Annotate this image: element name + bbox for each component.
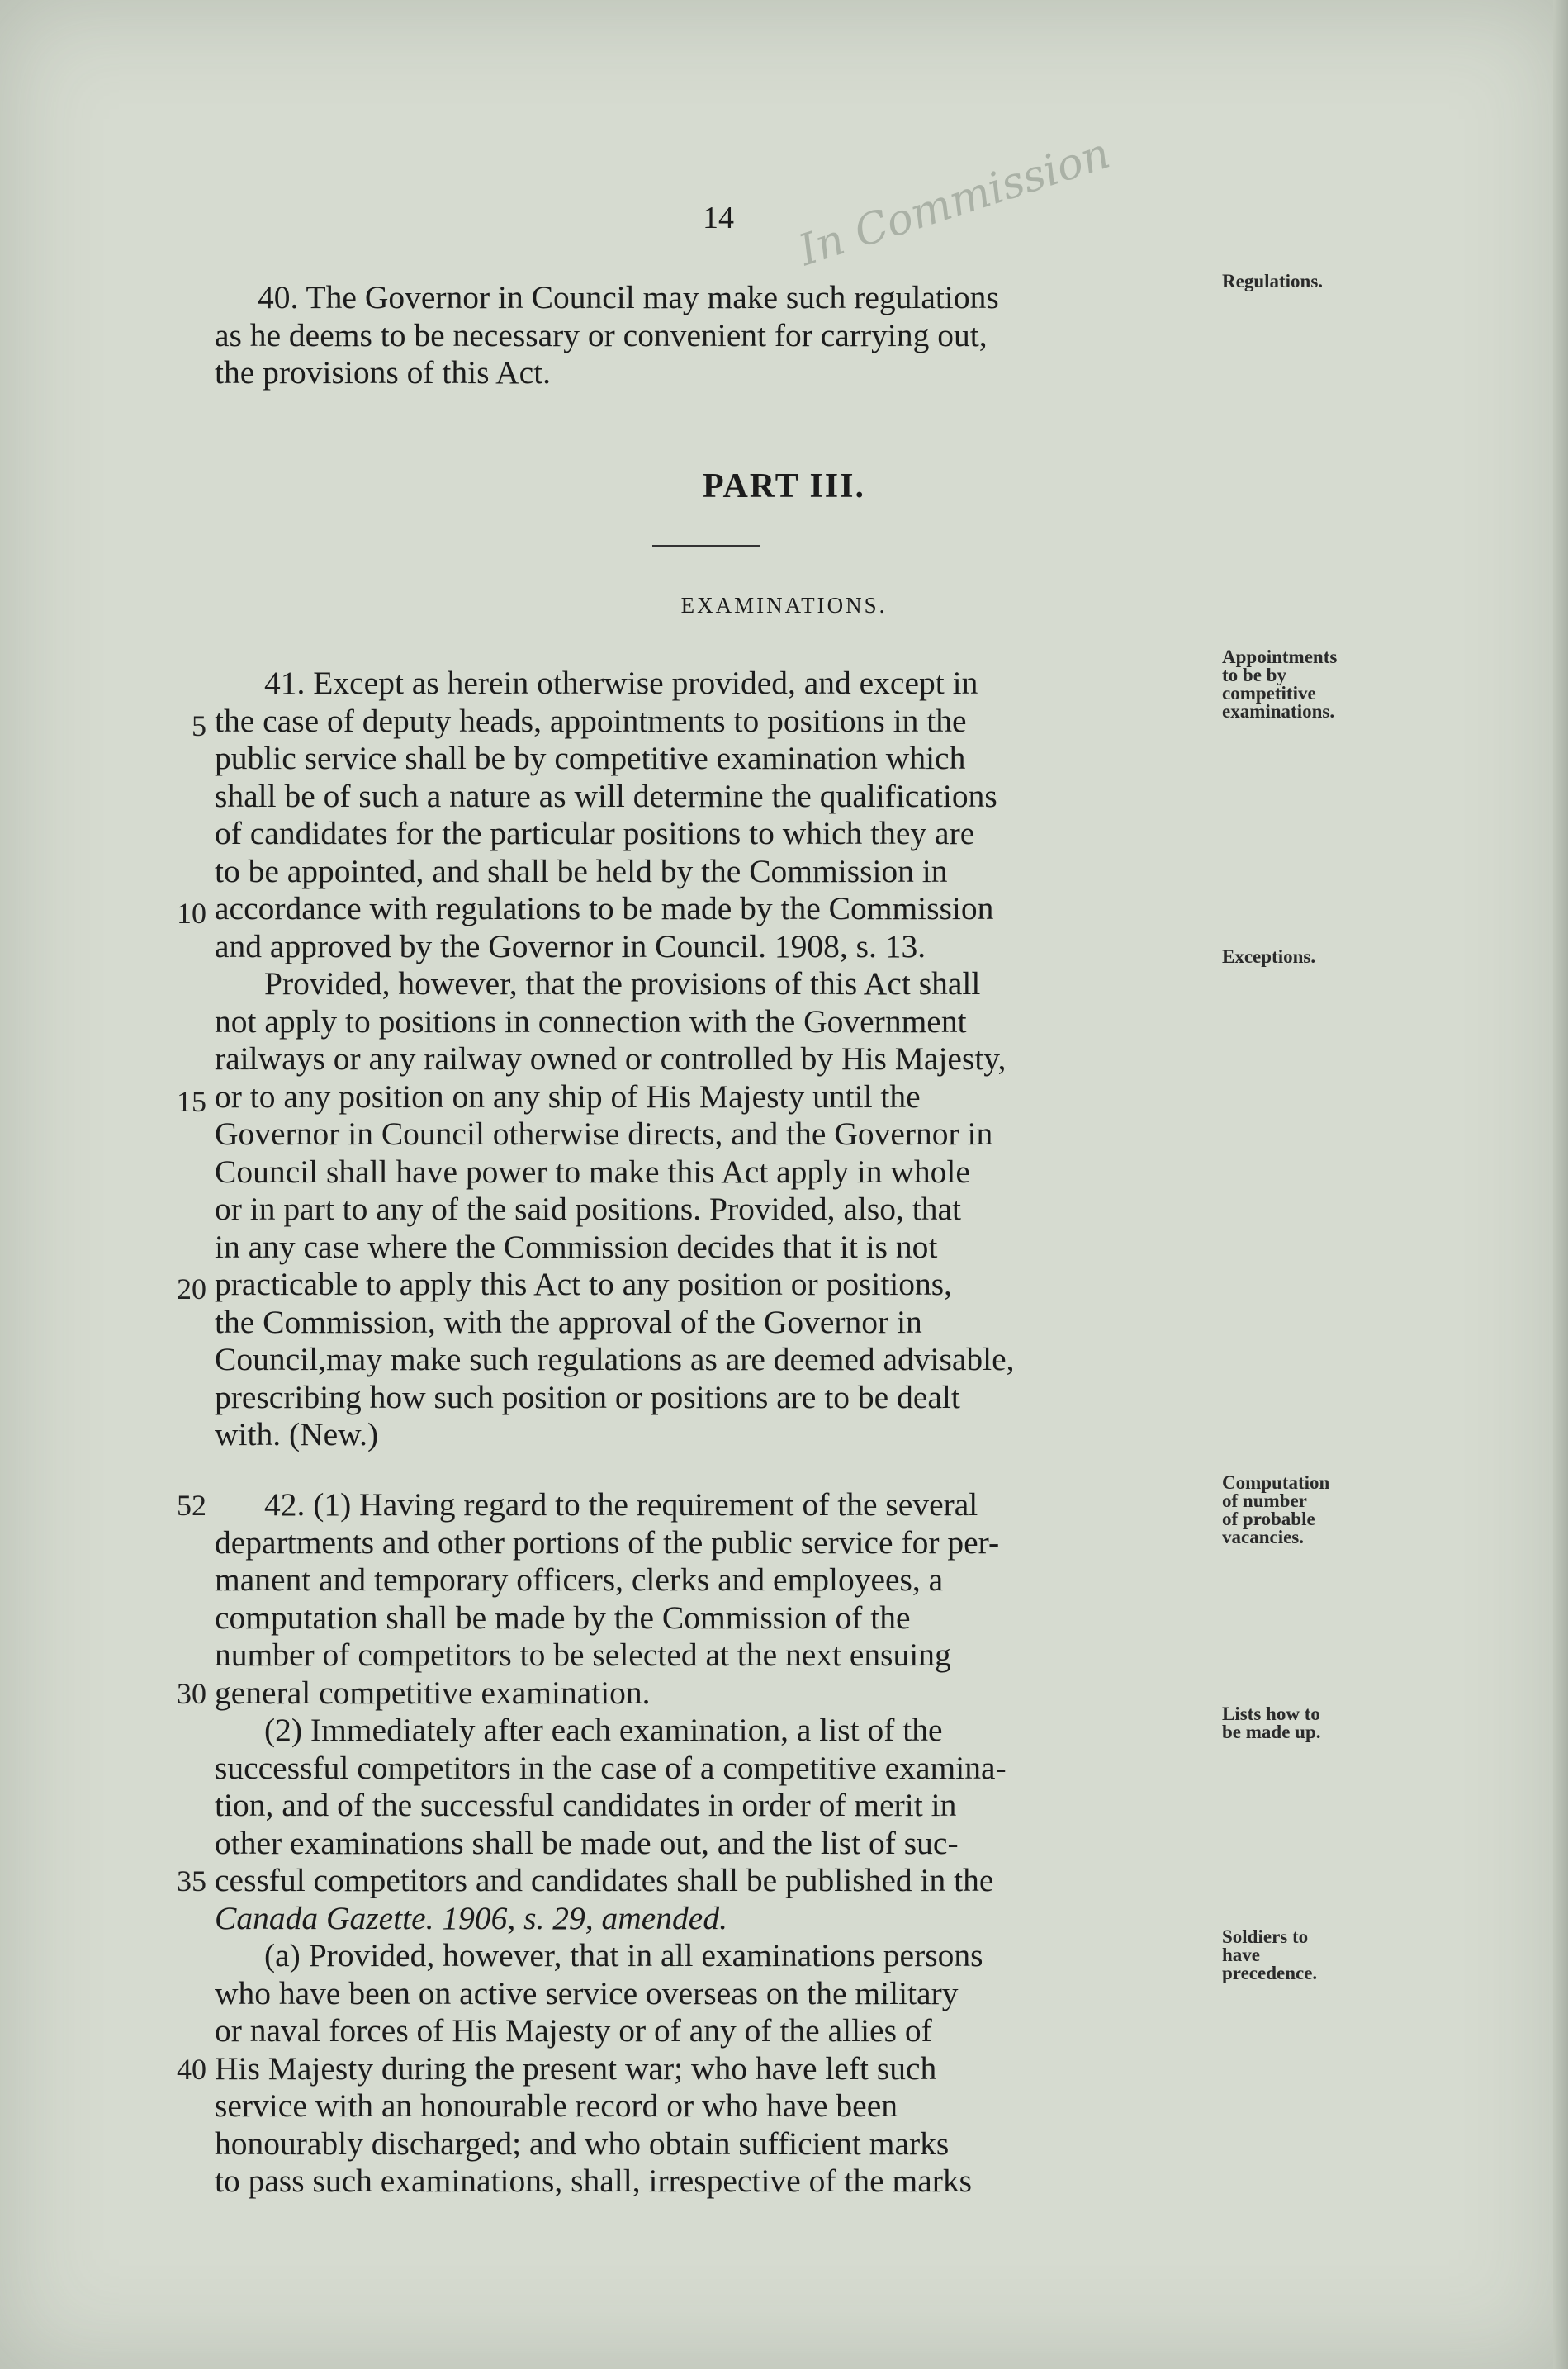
section-41-line: of candidates for the particular positions to which they are (215, 815, 975, 851)
section-40-line: 40. The Governor in Council may make such regulations (258, 279, 999, 315)
margin-note-exceptions: Exceptions. (1222, 946, 1316, 967)
section-41-line: shall be of such a nature as will determine the qualifications (215, 777, 997, 814)
page-edge-shadow (1553, 0, 1568, 2369)
section-42-line: 42. (1) Having regard to the requirement of the several (264, 1486, 978, 1523)
section-41-line: Council shall have power to make this Act apply in whole (215, 1153, 970, 1190)
section-42-line: number of competitors to be selected at the next ensuing (215, 1637, 951, 1673)
section-42-line: successful competitors in the case of a competitive examina- (215, 1749, 1007, 1786)
section-41-line: or in part to any of the said positions. Provided, also, that (215, 1191, 961, 1227)
section-42-line: manent and temporary officers, clerks and employees, a (215, 1561, 944, 1598)
section-42-line: Canada Gazette. 1906, s. 29, amended. (215, 1899, 727, 1936)
section-41-line: 41. Except as herein otherwise provided, and except in (264, 665, 978, 701)
line-number: 20 (177, 1272, 206, 1305)
heading-divider (652, 545, 760, 547)
section-41-line: practicable to apply this Act to any position or positions, (215, 1266, 953, 1302)
line-number: 15 (177, 1085, 206, 1118)
section-42-line: service with an honourable record or who have been (215, 2087, 898, 2124)
page-number: 14 (703, 201, 734, 235)
line-number: 30 (177, 1677, 206, 1710)
section-42 (215, 1486, 1230, 2201)
section-41-line: in any case where the Commission decides that it is not (215, 1228, 938, 1265)
section-41-line: accordance with regulations to be made by the Commission (215, 890, 994, 926)
section-42-line: (2) Immediately after each examination, a list of the (264, 1712, 943, 1748)
section-42-line: honourably discharged; and who obtain sufficient marks (215, 2125, 950, 2162)
section-41-line: the Commission, with the approval of the Governor in (215, 1303, 922, 1340)
section-42-line: His Majesty during the present war; who have left such (215, 2049, 937, 2087)
line-number: 40 (177, 2053, 206, 2086)
section-41-line: public service shall be by competitive examination which (215, 740, 966, 776)
section-42-line: departments and other portions of the public service for per- (215, 1523, 1000, 1561)
section-42-line: or naval forces of His Majesty or of any of the allies of (215, 2012, 932, 2049)
part-heading: PART III. (702, 467, 865, 505)
section-41-line: Provided, however, that the provisions of this Act shall (264, 965, 981, 1002)
section-42-line: other examinations shall be made out, and the list of suc- (215, 1824, 959, 1861)
line-number: 10 (177, 897, 206, 930)
section-42-line: who have been on active service overseas on the military (215, 1974, 959, 2011)
section-41-line: with. (New.) (215, 1416, 379, 1452)
section-42-line: computation shall be made by the Commission of the (215, 1599, 911, 1636)
margin-note-lists: Lists how to be made up. (1222, 1703, 1321, 1742)
line-number: 35 (177, 1864, 206, 1898)
section-41-line: prescribing how such position or positions are to be dealt (215, 1378, 960, 1415)
line-number: 52 (177, 1489, 206, 1522)
margin-note-regulations: Regulations. (1222, 271, 1324, 291)
section-41-line: or to any position on any ship of His Majesty until the (215, 1078, 921, 1115)
section-40-line: the provisions of this Act. (215, 354, 552, 391)
section-42-line: general competitive examination. (215, 1674, 651, 1711)
margin-note-soldiers: Soldiers to have precedence. (1222, 1926, 1318, 1983)
section-42-line: tion, and of the successful candidates in order of merit in (215, 1787, 957, 1823)
section-41-line: to be appointed, and shall be held by the Commission in (215, 852, 948, 889)
section-42-line: to pass such examinations, shall, irrespective of the marks (215, 2163, 973, 2199)
section-41-line: the case of deputy heads, appointments to positions in the (215, 702, 967, 739)
section-41-line: railways or any railway owned or controlled by His Majesty, (215, 1040, 1007, 1077)
part-subheading: EXAMINATIONS. (680, 593, 888, 618)
pencil-annotation: In Commission (793, 128, 1116, 277)
section-40 (215, 279, 1230, 392)
section-40-line: as he deems to be necessary or convenient for carrying out, (215, 316, 988, 353)
section-41-line: and approved by the Governor in Council. 1908, s. 13. (215, 927, 926, 964)
line-number: 5 (192, 709, 206, 742)
section-42-line: cessful competitors and candidates shall be published in the (215, 1862, 994, 1898)
section-41-line: not apply to positions in connection with the Government (215, 1002, 967, 1040)
section-41 (215, 665, 1230, 1454)
section-41-line: Governor in Council otherwise directs, and the Governor in (215, 1116, 993, 1152)
section-42-line: (a) Provided, however, that in all examinations persons (264, 1937, 983, 1973)
margin-note-computation: Computation of number of probable vacancies. (1222, 1472, 1330, 1547)
margin-note-appointments: Appointments to be by competitive examinations. (1222, 647, 1338, 722)
section-41-line: Council,may make such regulations as are deemed advisable, (215, 1341, 1015, 1377)
